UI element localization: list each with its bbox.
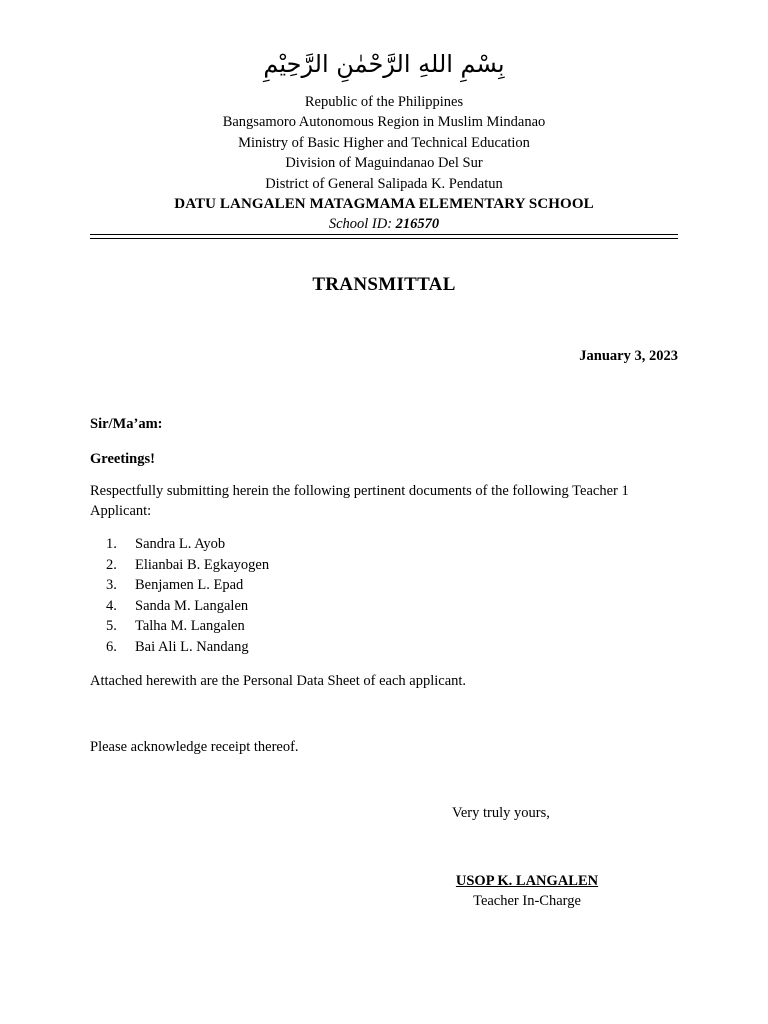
school-id [0,214,768,234]
list-item-number: 4. [106,597,117,614]
header-divider-thick [90,234,678,235]
complimentary-close: Very truly yours, [452,805,550,821]
document-title: TRANSMITTAL [312,274,456,295]
list-item [106,534,269,555]
acknowledge-paragraph: Please acknowledge receipt thereof. [90,739,299,755]
list-item [106,637,269,658]
school-id-value: 216570 [395,216,440,233]
signatory-position: Teacher In-Charge [473,893,581,910]
header-divider-thin [90,238,678,239]
basmala-calligraphy: بِسْمِ اللهِ الرَّحْمٰنِ الرَّحِيْمِ [263,50,505,78]
letterhead-line-division: Division of Maguindanao Del Sur [285,155,483,172]
list-item-number: 3. [106,577,117,594]
letterhead [0,92,768,235]
list-item-number: 2. [106,556,117,573]
applicant-name: Talha M. Langalen [135,618,245,635]
applicant-name: Sanda M. Langalen [135,597,249,614]
list-item-number: 1. [106,536,117,552]
list-item [106,616,269,637]
list-item-number: 6. [106,638,117,655]
list-item-number: 5. [106,618,117,635]
attached-paragraph: Attached herewith are the Personal Data Sheet of each applicant. [90,673,467,689]
salutation: Sir/Ma’am: [90,416,163,432]
school-id-label: School ID: [328,216,393,233]
intro-paragraph: Respectfully submitting herein the following pertinent documents of the following Teacher 1 Applicant: [90,483,629,520]
applicant-name: Elianbai B. Egkayogen [135,556,270,573]
letterhead-line-district: District of General Salipada K. Pendatun [265,175,503,192]
applicant-name: Bai Ali L. Nandang [135,638,249,655]
letterhead-line-ministry: Ministry of Basic Higher and Technical Education [238,134,530,151]
applicant-list [106,534,269,658]
list-item [106,575,269,596]
list-item [106,596,269,617]
letterhead-line-republic: Republic of the Philippines [304,94,464,110]
signatory-name: USOP K. LANGALEN [455,873,599,889]
school-name: DATU LANGALEN MATAGMAMA ELEMENTARY SCHOOL [174,196,594,213]
signature-block [452,871,602,912]
list-item [106,555,269,576]
applicant-name: Sandra L. Ayob [135,536,226,552]
letterhead-line-region: Bangsamoro Autonomous Region in Muslim Mindanao [222,114,546,131]
greeting: Greetings! [90,451,155,467]
applicant-name: Benjamen L. Epad [135,577,244,594]
letter-date: January 3, 2023 [579,348,678,364]
